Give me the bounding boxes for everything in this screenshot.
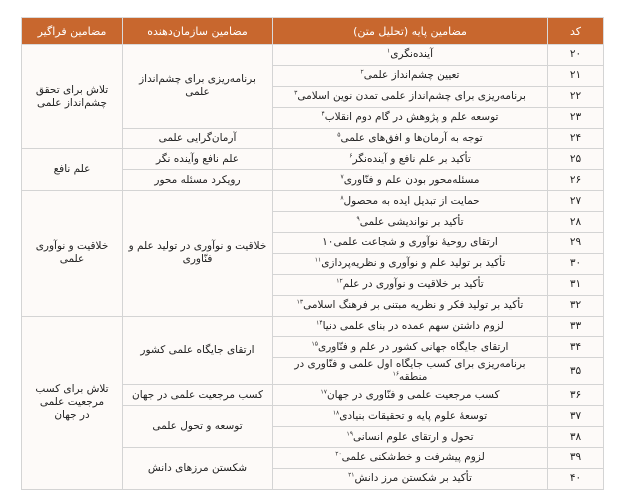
- base-theme-cell: [273, 45, 548, 66]
- table-row: [22, 191, 604, 212]
- footnote-marker: ۴: [321, 110, 325, 118]
- base-theme-cell: [273, 337, 548, 358]
- global-theme-cell: خلاقیت و نوآوری علمی: [22, 191, 123, 316]
- base-theme-text: لزوم داشتن سهم عمده در بنای علمی دنیا: [322, 320, 504, 333]
- header-base-themes: مضامین پایه (تحلیل متن): [273, 18, 548, 45]
- code-cell: ۳۲: [548, 295, 604, 316]
- base-theme-cell: [273, 427, 548, 448]
- base-theme-cell: [273, 406, 548, 427]
- code-cell: ۳۱: [548, 274, 604, 295]
- base-theme-text: ارتقای روحیهٔ نوآوری و شجاعت علمی۱۰: [322, 236, 498, 249]
- code-cell: ۲۵: [548, 149, 604, 170]
- base-theme-cell: [273, 170, 548, 191]
- footnote-marker: ۵: [337, 131, 341, 139]
- base-theme-text: تأکید بر علم نافع و آینده‌نگر: [352, 152, 471, 165]
- footnote-marker: ۱۸: [332, 409, 340, 417]
- footnote-marker: ۱۶: [392, 370, 400, 378]
- organizing-theme-cell: آرمان‌گرایی علمی: [123, 128, 273, 149]
- footnote-marker: ۸: [340, 194, 344, 202]
- footnote-marker: ۲۰: [335, 450, 342, 458]
- organizing-theme-cell: کسب مرجعیت علمی در جهان: [123, 385, 273, 406]
- code-cell: ۲۲: [548, 86, 604, 107]
- base-theme-cell: [273, 128, 548, 149]
- base-theme-cell: [273, 253, 548, 274]
- base-theme-text: توجه به آرمان‌ها و افق‌های علمی: [340, 132, 483, 144]
- base-theme-cell: [273, 274, 548, 295]
- table-row: [22, 149, 604, 170]
- base-theme-cell: [273, 448, 548, 469]
- code-cell: ۲۳: [548, 107, 604, 128]
- footnote-marker: ۶: [349, 152, 353, 160]
- base-theme-text: برنامه‌ریزی برای کسب جایگاه اول علمی و فنّاوری در منطقه: [294, 358, 526, 384]
- organizing-theme-cell: ارتقای جایگاه علمی کشور: [123, 316, 273, 385]
- code-cell: ۴۰: [548, 468, 604, 489]
- footnote-marker: ۱۷: [320, 388, 327, 396]
- organizing-theme-cell: شکستن مرزهای دانش: [123, 448, 273, 490]
- code-cell: ۳۳: [548, 316, 604, 337]
- base-theme-cell: [273, 191, 548, 212]
- global-theme-cell: تلاش برای کسب مرجعیت علمی در جهان: [22, 316, 123, 489]
- code-cell: ۳۵: [548, 358, 604, 385]
- base-theme-cell: [273, 107, 548, 128]
- base-theme-text: حمایت از تبدیل ایده به محصول: [343, 194, 480, 207]
- base-theme-text: ارتقای جایگاه جهانی کشور در علم و فنّاوری: [317, 340, 509, 353]
- footnote-marker: ۹: [356, 215, 360, 223]
- base-theme-text: تأکید بر تولید فکر و نظریه مبتنی بر فرهنگ اسلامی: [303, 299, 524, 312]
- code-cell: ۲۷: [548, 191, 604, 212]
- table-row: [22, 316, 604, 337]
- table-body: [22, 45, 604, 490]
- base-theme-cell: [273, 358, 548, 385]
- base-theme-text: تأکید بر نواندیشی علمی: [359, 215, 464, 228]
- base-theme-cell: [273, 295, 548, 316]
- themes-table: [21, 17, 604, 490]
- organizing-theme-cell: توسعه و تحول علمی: [123, 406, 273, 448]
- footnote-marker: ۱۳: [296, 298, 304, 306]
- organizing-theme-cell: خلاقیت و نوآوری در تولید علم و فنّاوری: [123, 191, 273, 316]
- footnote-marker: ۲۱: [348, 471, 355, 479]
- base-theme-text: لزوم پیشرفت و خط‌شکنی علمی: [341, 451, 485, 464]
- code-cell: ۲۰: [548, 45, 604, 66]
- code-cell: ۳۸: [548, 427, 604, 448]
- base-theme-text: تأکید بر شکستن مرز دانش: [354, 472, 472, 485]
- footnote-marker: ۳: [294, 89, 298, 97]
- footnote-marker: ۷: [340, 173, 344, 181]
- base-theme-cell: [273, 65, 548, 86]
- table-row: [22, 45, 604, 66]
- base-theme-text: برنامه‌ریزی برای چشم‌انداز علمی تمدن نوین اسلامی: [297, 90, 526, 103]
- base-theme-cell: [273, 212, 548, 233]
- code-cell: ۲۶: [548, 170, 604, 191]
- base-theme-cell: [273, 149, 548, 170]
- base-theme-cell: [273, 86, 548, 107]
- base-theme-text: کسب مرجعیت علمی و فنّاوری در جهان: [326, 388, 500, 401]
- code-cell: ۳۷: [548, 406, 604, 427]
- base-theme-cell: [273, 385, 548, 406]
- base-theme-cell: [273, 316, 548, 337]
- code-cell: ۲۹: [548, 233, 604, 254]
- header-row: [22, 18, 604, 45]
- code-cell: ۳۴: [548, 337, 604, 358]
- footnote-marker: ۲: [360, 68, 364, 76]
- base-theme-text: توسعه علم و پژوهش در گام دوم انقلاب: [324, 111, 499, 124]
- code-cell: ۲۱: [548, 65, 604, 86]
- header-organizing-themes: مضامین سازمان‌دهنده: [123, 18, 273, 45]
- code-cell: ۳۹: [548, 448, 604, 469]
- base-theme-text: توسعهٔ علوم پایه و تحقیقات بنیادی: [339, 409, 488, 422]
- base-theme-text: آینده‌نگری: [390, 48, 433, 61]
- code-cell: ۲۸: [548, 212, 604, 233]
- base-theme-cell: [273, 233, 548, 254]
- global-theme-cell: تلاش برای تحقق چشم‌انداز علمی: [22, 45, 123, 149]
- base-theme-text: تأکید بر تولید علم و نوآوری و نظریه‌پردازی: [321, 257, 506, 270]
- header-code: کد: [548, 18, 604, 45]
- footnote-marker: ۱۲: [336, 277, 343, 285]
- header-global-themes: مضامین فراگیر: [22, 18, 123, 45]
- base-theme-text: تأکید بر خلاقیت و نوآوری در علم: [342, 278, 484, 291]
- footnote-marker: ۱۱: [314, 256, 322, 264]
- code-cell: ۳۶: [548, 385, 604, 406]
- global-theme-cell: علم نافع: [22, 149, 123, 191]
- organizing-theme-cell: برنامه‌ریزی برای چشم‌انداز علمی: [123, 45, 273, 129]
- base-theme-text: تحول و ارتقای علوم انسانی: [352, 430, 474, 443]
- footnote-marker: ۱۴: [316, 319, 323, 327]
- footnote-marker: ۱۹: [346, 430, 353, 438]
- organizing-theme-cell: علم نافع وآینده نگر: [123, 149, 273, 170]
- code-cell: ۲۴: [548, 128, 604, 149]
- base-theme-text: مسئله‌محور بودن علم و فنّاوری: [343, 173, 480, 186]
- base-theme-cell: [273, 468, 548, 489]
- code-cell: ۳۰: [548, 253, 604, 274]
- base-theme-text: تعیین چشم‌انداز علمی: [363, 69, 460, 82]
- footnote-marker: ۱۵: [311, 340, 318, 348]
- organizing-theme-cell: رویکرد مسئله محور: [123, 170, 273, 191]
- footnote-marker: ۱: [387, 47, 391, 55]
- table-container: [21, 17, 603, 490]
